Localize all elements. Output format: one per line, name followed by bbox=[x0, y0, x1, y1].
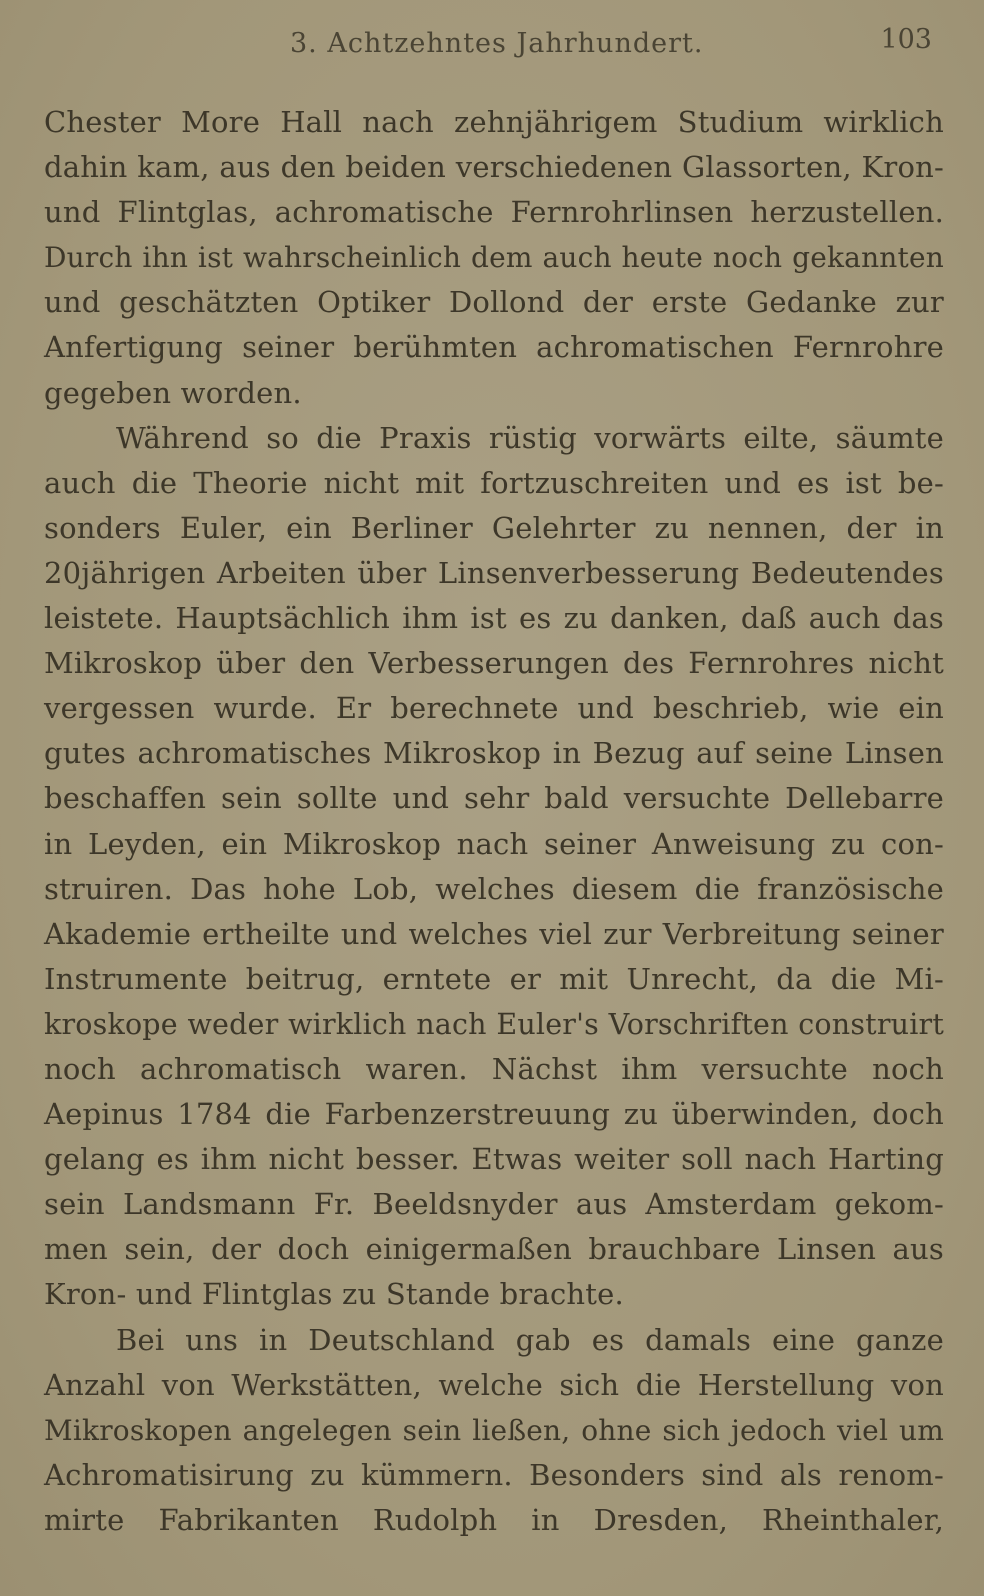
body-text bbox=[44, 100, 944, 1543]
text-line: beschaffen sein sollte und sehr bald versuchte Dellebarre bbox=[44, 781, 944, 816]
running-title: 3. Achtzehntes Jahrhundert. bbox=[290, 28, 704, 59]
text-line: gegeben worden. bbox=[44, 375, 302, 410]
text-line: leistete. Hauptsächlich ihm ist es zu danken, daß auch das bbox=[44, 601, 944, 636]
text-line: Aepinus 1784 die Farbenzerstreuung zu überwinden, doch bbox=[44, 1097, 944, 1132]
text-line: Mikroskop über den Verbesserungen des Fernrohres nicht bbox=[44, 646, 944, 681]
text-line: Akademie ertheilte und welches viel zur Verbreitung seiner bbox=[44, 916, 944, 951]
text-line: Achromatisirung zu kümmern. Besonders sind als renom- bbox=[44, 1457, 944, 1492]
text-line: in Leyden, ein Mikroskop nach seiner Anweisung zu con- bbox=[44, 826, 944, 861]
text-line: noch achromatisch waren. Nächst ihm versuchte noch bbox=[44, 1051, 944, 1086]
text-line: Instrumente beitrug, erntete er mit Unrecht, da die Mi- bbox=[44, 961, 944, 996]
text-line: Anzahl von Werkstätten, welche sich die Herstellung von bbox=[44, 1367, 944, 1402]
text-line: Mikroskopen angelegen sein ließen, ohne sich jedoch viel um bbox=[44, 1413, 944, 1447]
text-line: kroskope weder wirklich nach Euler's Vorschriften construirt bbox=[44, 1007, 944, 1041]
text-line: Durch ihn ist wahrscheinlich dem auch heute noch gekannten bbox=[44, 241, 944, 275]
running-head bbox=[0, 24, 984, 64]
text-line: gelang es ihm nicht besser. Etwas weiter soll nach Harting bbox=[44, 1142, 944, 1177]
text-line: Während so die Praxis rüstig vorwärts eilte, säumte bbox=[116, 420, 944, 455]
text-line: sein Landsmann Fr. Beeldsnyder aus Amsterdam gekom- bbox=[44, 1187, 944, 1222]
text-line: men sein, der doch einigermaßen brauchbare Linsen aus bbox=[44, 1232, 944, 1267]
text-line: sonders Euler, ein Berliner Gelehrter zu nennen, der in bbox=[44, 510, 944, 545]
page-number: 103 bbox=[880, 24, 932, 55]
text-line: mirte Fabrikanten Rudolph in Dresden, Rheinthaler, bbox=[44, 1502, 944, 1537]
text-line: struiren. Das hohe Lob, welches diesem die französische bbox=[44, 871, 944, 906]
text-line: dahin kam, aus den beiden verschiedenen Glassorten, Kron- bbox=[44, 150, 944, 185]
text-line: und Flintglas, achromatische Fernrohrlinsen herzustellen. bbox=[44, 195, 944, 230]
text-line: und geschätzten Optiker Dollond der erste Gedanke zur bbox=[44, 285, 944, 320]
text-line: Anfertigung seiner berühmten achromatischen Fernrohre bbox=[44, 330, 944, 365]
text-line: vergessen wurde. Er berechnete und beschrieb, wie ein bbox=[44, 691, 944, 726]
text-line: 20jährigen Arbeiten über Linsenverbesserung Bedeutendes bbox=[44, 555, 944, 590]
text-line: gutes achromatisches Mikroskop in Bezug auf seine Linsen bbox=[44, 736, 944, 771]
text-line: auch die Theorie nicht mit fortzuschreiten und es ist be- bbox=[44, 465, 944, 500]
text-line: Bei uns in Deutschland gab es damals eine ganze bbox=[116, 1322, 944, 1357]
text-line: Kron- und Flintglas zu Stande brachte. bbox=[44, 1277, 624, 1312]
text-line: Chester More Hall nach zehnjährigem Studium wirklich bbox=[44, 105, 944, 139]
